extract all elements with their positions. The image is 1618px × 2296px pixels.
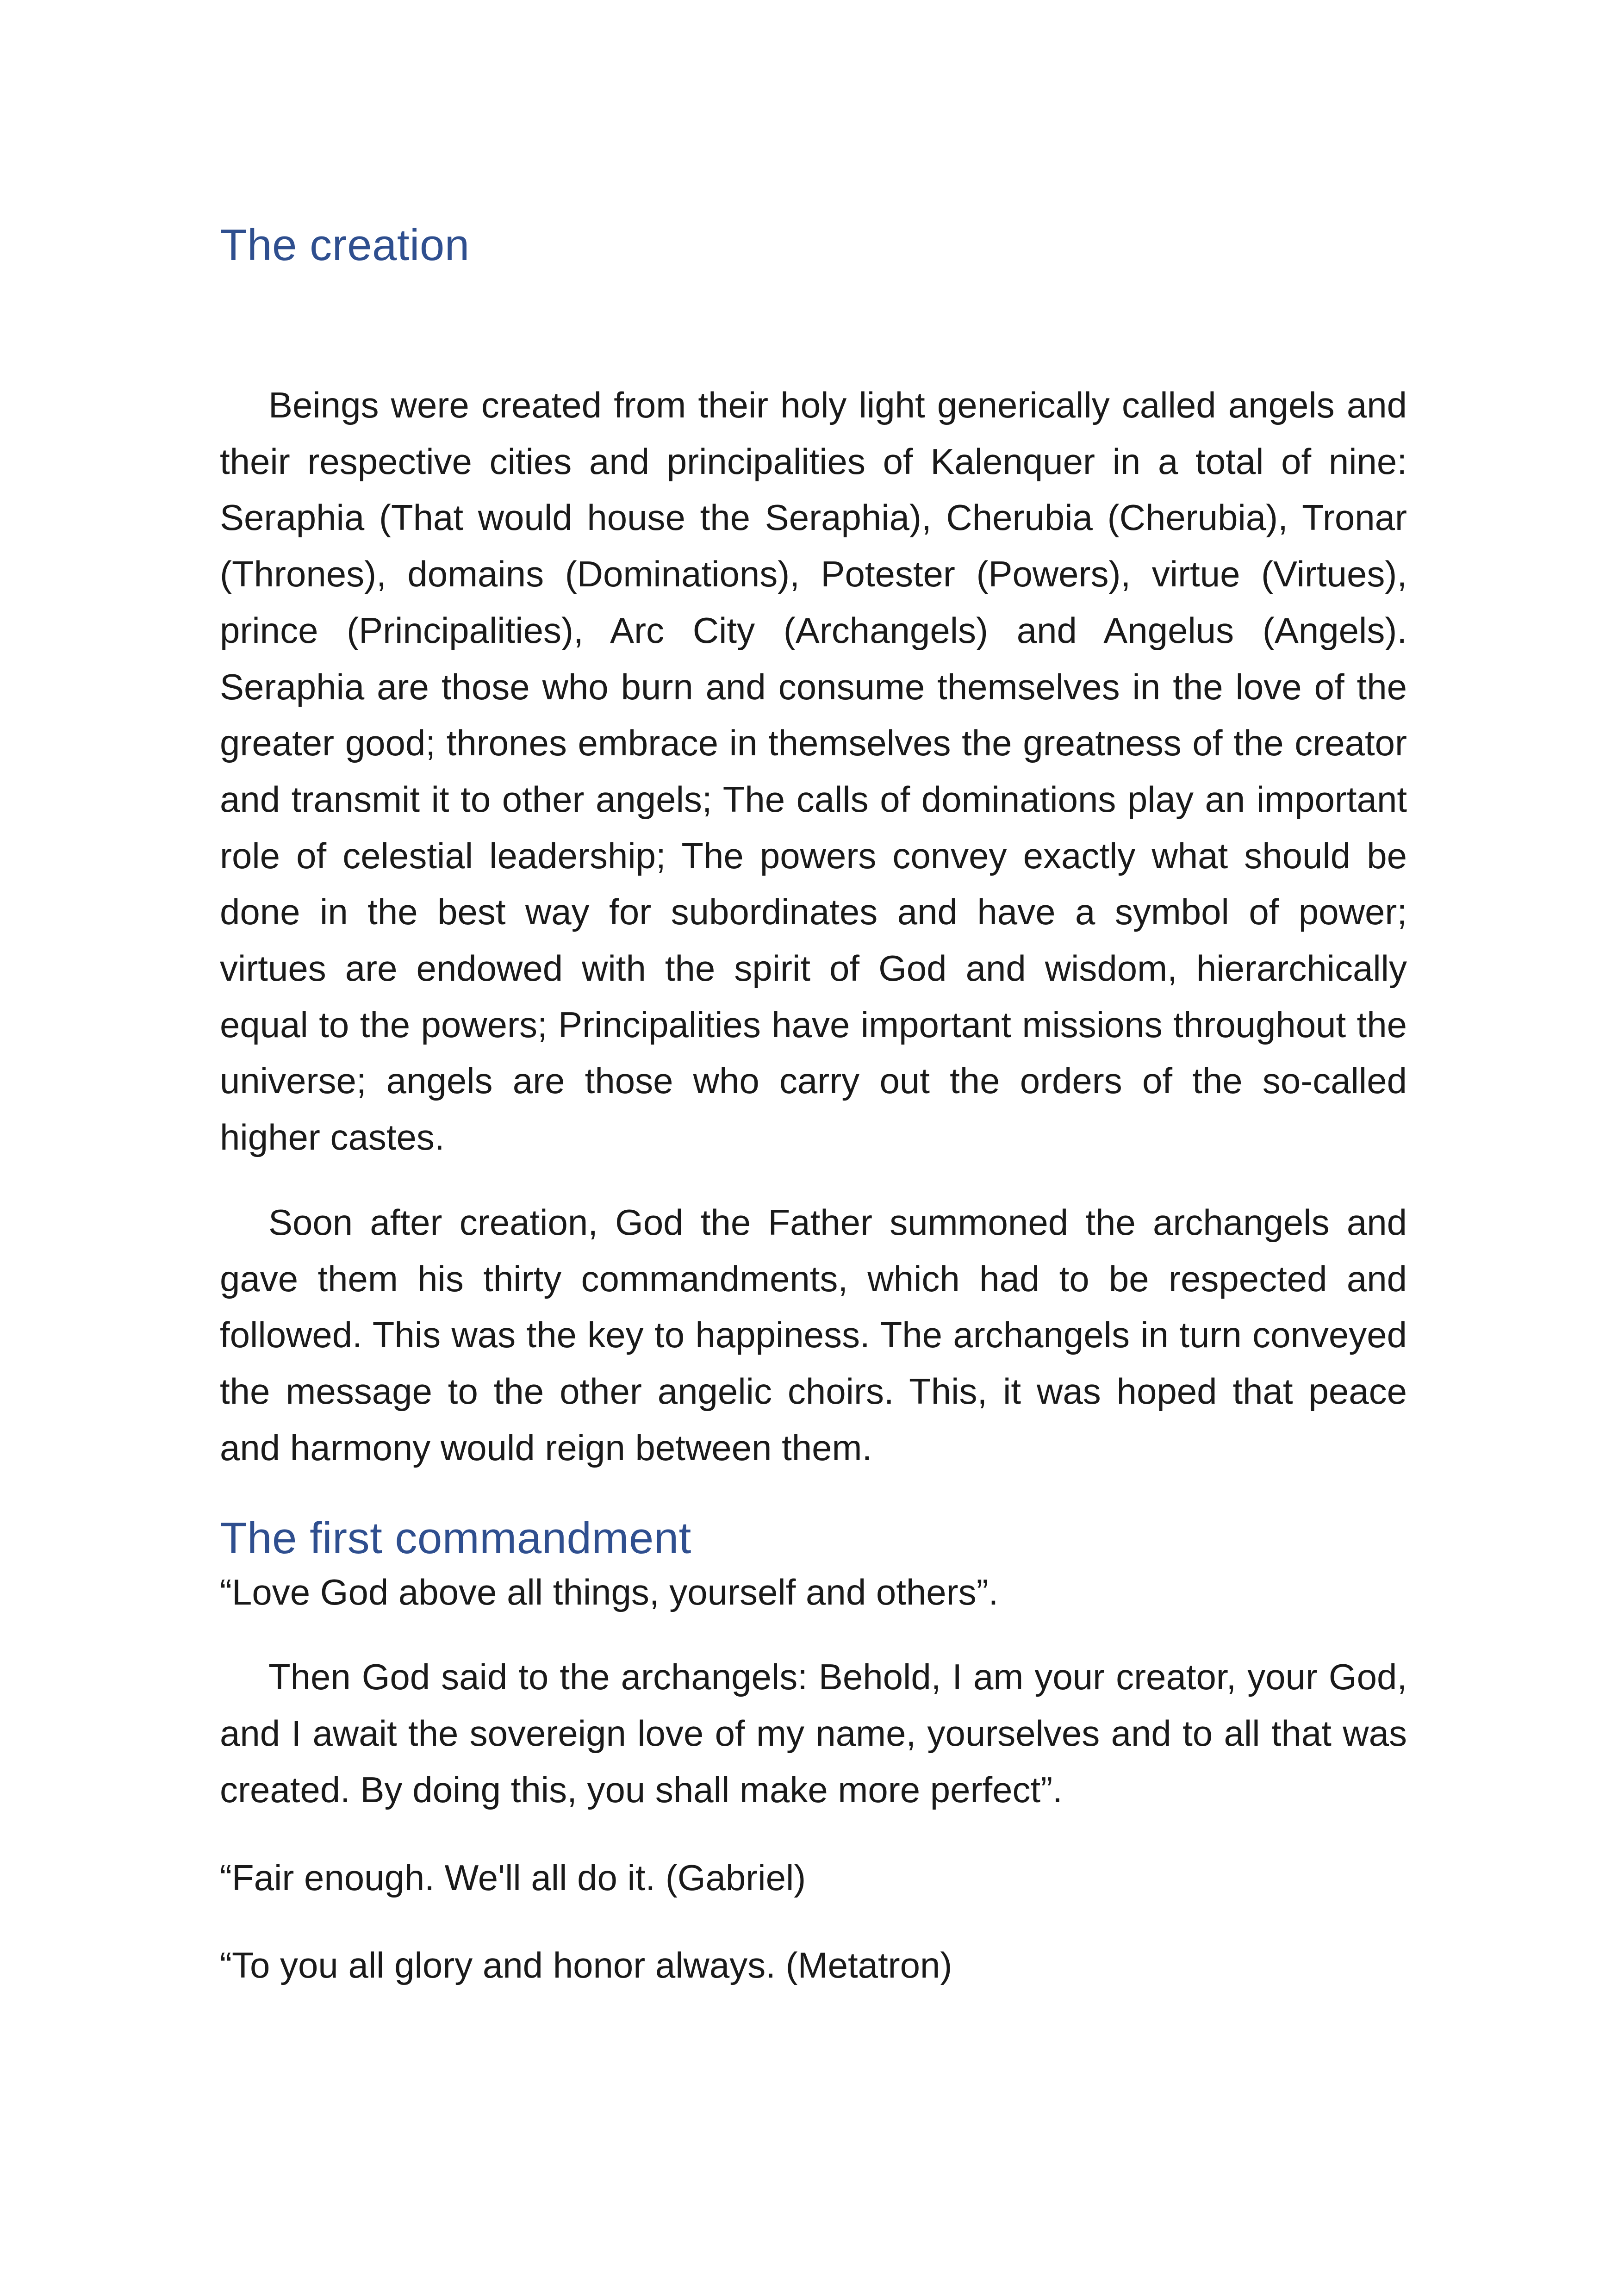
commandment-quote: “Love God above all things, yourself and others”. (220, 1571, 999, 1612)
paragraph-god-speaks: Then God said to the archangels: Behold, I am your creator, your God, and I await the sovereign love of my name, yourselves and to all that was created. By doing this, you shall make more perfect”. (220, 1656, 1407, 1810)
section-heading-creation: The creation (220, 220, 470, 270)
page-content (220, 218, 1407, 1994)
dialogue-gabriel: “Fair enough. We'll all do it. (Gabriel) (220, 1857, 806, 1898)
section-heading-first-commandment: The first commandment (220, 1513, 691, 1563)
paragraph-angel-choirs: Beings were created from their holy light generically called angels and their respective cities and principalities of Kalenquer in a total of nine: Seraphia (That would house the Seraphia), Cherubia (Cherubia), Tronar (Thrones), domains (Dominations), Potester (Powers), virtue (Virtues), prince (Principalities), Arc City (Archangels) and Angelus (Angels). Seraphia are those who burn and consume themselves in the love of the greater good; thrones embrace in themselves the greatness of the creator and transmit it to other angels; The calls of dominations play an important role of celestial leadership; The powers convey exactly what should be done in the best way for subordinates and have a symbol of power; virtues are endowed with the spirit of God and wisdom, hierarchically equal to the powers; Principalities have important missions throughout the universe; angels are those who carry out the orders of the so-called higher castes. (220, 385, 1407, 1158)
dialogue-metatron: “To you all glory and honor always. (Metatron) (220, 1945, 952, 1986)
paragraph-commandments-given: Soon after creation, God the Father summoned the archangels and gave them his thirty commandments, which had to be respected and followed. This was the key to happiness. The archangels in turn conveyed the message to the other angelic choirs. This, it was hoped that peace and harmony would reign between them. (220, 1201, 1407, 1468)
